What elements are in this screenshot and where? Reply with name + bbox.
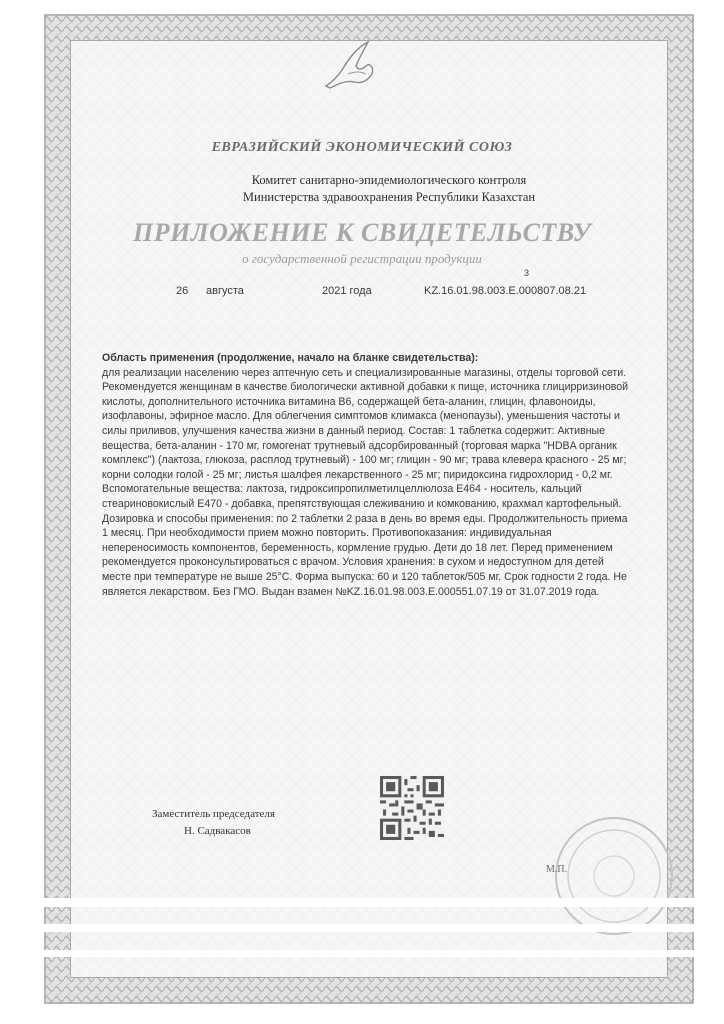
date-month: августа xyxy=(206,285,244,297)
committee-line-2: Министерства здравоохранения Республики Казахстан xyxy=(242,190,536,204)
date-day: 26 xyxy=(176,285,189,297)
page-title: ПРИЛОЖЕНИЕ К СВИДЕТЕЛЬСТВУ xyxy=(132,218,592,247)
scan-band xyxy=(0,898,724,907)
committee-block xyxy=(0,172,724,206)
scan-band xyxy=(0,950,724,957)
qr-code xyxy=(380,776,444,840)
application-area-label: Область применения (продолжение, начало на бланке свидетельства): xyxy=(102,352,479,364)
seal-place-label: М.П. xyxy=(546,864,568,875)
union-heading: ЕВРАЗИЙСКИЙ ЭКОНОМИЧЕСКИЙ СОЮЗ xyxy=(211,140,513,155)
page-number: 3 xyxy=(524,268,530,278)
signer-name: Н. Садвакасов xyxy=(184,825,251,837)
date-year: 2021 года xyxy=(322,285,372,297)
application-area-text xyxy=(102,351,630,599)
emblem-icon xyxy=(318,40,388,100)
certificate-number: KZ.16.01.98.003.E.000807.08.21 xyxy=(424,285,587,297)
page-subtitle: о государственной регистрации продукции xyxy=(242,251,482,266)
application-area-body: для реализации населению через аптечную сеть и специализированные магазины, отделы торговой сети. Рекомендуется женщинам в качестве биологически активной добавки к пище, источника глицирризиновой кислоты, дополнительного источника витамина В6, содержащей бета-аланин, глицин, флавоноиды, изофлавоны, эфирное масло. Для облегчения симптомов климакса (менопаузы), уменьшения частоты и силы приливов, улучшения качества жизни в данный период. Состав: 1 таблетка содержит: Активные вещества, бета-аланин - 170 мг, гомогенат трутневый адсорбированный (торговая марка "HDBA органик комплекс") (лактоза, глюкоза, расплод трутневый) - 100 мг; глицин - 90 мг; трава клевера красного - 25 мг; корни солодки голой - 25 мг; листья шалфея лекарственного - 25 мг; пиридоксина гидрохлорид - 0,2 мг. Вспомогательные вещества: лактоза, гидроксипропилметилцеллюлоза Е464 - носитель, кальций стеариновокислый Е470 - добавка, препятствующая слеживанию и комкованию, крахмал картофельный. Дозировка и способы применения: по 2 таблетки 2 раза в день во время еды. Продолжительность приема 1 месяц. При необходимости прием можно повторить. Противопоказания: индивидуальная непереносимость компонентов, беременность, кормление грудью. Дети до 18 лет. Перед применением рекомендуется проконсультироваться с врачом. Условия хранения: в сухом и недоступном для детей месте при температуре не выше 25°С. Форма выпуска: 60 и 120 таблеток/505 мг. Срок годности 2 года. Не является лекарством. Без ГМО. Выдан взамен №KZ.16.01.98.003.E.000551.07.19 от 31.07.2019 года. xyxy=(102,366,629,598)
scan-band xyxy=(0,924,724,932)
signer-title: Заместитель председателя xyxy=(152,808,275,820)
committee-line-1: Комитет санитарно-эпидемиологического контроля xyxy=(251,173,527,187)
